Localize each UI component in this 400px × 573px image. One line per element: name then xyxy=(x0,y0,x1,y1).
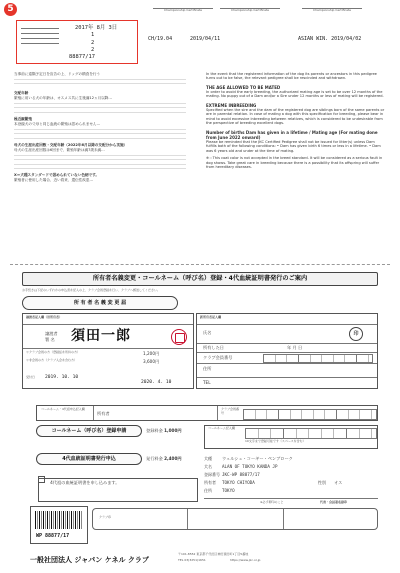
club-stamp-area xyxy=(92,508,378,530)
callname-club-label: クラブ会員番号 xyxy=(221,407,240,415)
new-owner-seal-placeholder xyxy=(349,327,363,341)
club-divider xyxy=(197,363,377,364)
previous-owner-box xyxy=(22,313,194,389)
fee-2-label: ＊非会員の方（クラブ入会を含む方） xyxy=(26,358,78,362)
four-gen-option-label: 4代祖の血統証明書を申し込みます。 xyxy=(50,480,120,485)
fee-2-value: 3,600円 xyxy=(143,359,160,364)
field-date-label: 所有した日 xyxy=(203,345,224,350)
address-divider xyxy=(197,377,377,378)
registration-lines xyxy=(21,25,61,44)
registration-highlight-box xyxy=(16,20,138,64)
certificate-date-2: 2019/04/11 xyxy=(190,36,221,42)
four-gen-title: 4代血統証明書発行申込 xyxy=(62,456,116,462)
barcode-box xyxy=(30,506,88,544)
owner-change-title: 所 有 者 名 義 変 更 届 xyxy=(73,300,127,306)
four-gen-fee-label: 発行料金 xyxy=(146,456,163,461)
fee-1-value: 1,200円 xyxy=(143,351,160,356)
dog-addr-value: TOKYO xyxy=(222,488,235,493)
jp-inbreeding-lines xyxy=(14,126,186,140)
footer-postal: 〒101-8552 東京都千代田区神田須田町1丁目5番地 xyxy=(178,552,249,556)
callname-fee-label: 登録料金 xyxy=(146,428,163,433)
new-owner-box xyxy=(196,313,378,389)
jp-age-text: 繁殖に用いる犬の年齢は、オスメス共に生後満12ヵ月以降… xyxy=(14,95,112,100)
jp-age-lines xyxy=(14,100,186,114)
jp-litter-text: 母犬の生涯出産回数は6回まで、繁殖年齢は満7歳未満… xyxy=(14,147,105,152)
cut-line xyxy=(10,264,390,265)
name-divider xyxy=(197,343,377,344)
callname-entry-label: コールネーム記入欄 xyxy=(208,426,235,430)
sign-label: 署 名 xyxy=(45,337,55,342)
must-stamp-note: ※必ず押印のこと xyxy=(260,500,284,504)
callname-club-boxes[interactable] xyxy=(243,409,377,420)
callname-registration-title: コールネーム（呼び名）登録申請 xyxy=(51,428,127,434)
en-litter-text: Please be reminded that the JKC Certified Pedigree shall not be issued for litter(s) unless Dam fulfills both of the following conditions: • Dam has given birth 6 times or less in a lifetime. • Dam was 6 years old and under at the time of mating. xyxy=(206,139,381,153)
dog-owner-label: 所有者 xyxy=(204,480,216,485)
sex-label: 性別 xyxy=(318,480,326,485)
dog-info-divider xyxy=(204,498,378,499)
jp-intro-lines xyxy=(14,76,186,88)
four-gen-fee xyxy=(146,456,182,461)
breed-label: 犬種 xyxy=(204,456,212,461)
field-address-label: 住所 xyxy=(203,366,212,371)
club-stamp-label: クラブ印 xyxy=(99,515,112,519)
registration-date: 2017年 8月 3日 xyxy=(75,25,118,31)
club-stamp-divider-2 xyxy=(283,509,284,529)
certificate-2: Championship Certificate xyxy=(215,8,285,13)
footer xyxy=(10,552,390,570)
jp-inbreeding-title: 極近親繁殖 xyxy=(14,117,32,122)
callname-applicant-row xyxy=(36,405,378,421)
dog-owner-value: TOKYO CHIYODA xyxy=(222,480,255,485)
previous-owner-label: 譲渡者記入欄（旧所有者） xyxy=(26,315,63,319)
owner-signature[interactable]: 須田一郎 xyxy=(71,328,131,344)
four-gen-fee-value: 2,400円 xyxy=(164,456,182,461)
en-age-title: THE AGE ALLOWED TO BE MATED xyxy=(206,84,281,90)
dog-addr-label: 住所 xyxy=(204,488,212,493)
signature-divider xyxy=(23,348,193,349)
registration-row-2: 2 xyxy=(91,40,95,46)
dog-name-value: ALAN OF TOKYO KANDA JP xyxy=(222,464,278,469)
fee-1-label: ＊クラブ会員の方（登録証を所持の方） xyxy=(26,350,81,354)
reg-label: 登録番号 xyxy=(204,472,220,477)
certificate-3: Championship Certificate xyxy=(292,8,372,13)
jp-intro: 当事前に遠隔予定日を宣告の上、ドッグの精査を行う xyxy=(14,72,101,76)
en-intro: In the event that the registered information of the dog its parents or ancestors in this pedigree turns out to be false, the relevant pedigree shall be rescinded and withdrawn. xyxy=(206,72,377,81)
certificate-1: Championship Certificate xyxy=(148,8,218,13)
tel-label: TEL xyxy=(203,380,211,385)
rep-sign-label: 代表・会員署名捺印 xyxy=(320,500,348,504)
en-age-text: In order to avoid the early breeding, the authorized mating age is set to be over 12 months of the mating. No puppy out of a Dam and/or a Sire under 12 months or less of mating will be registered. xyxy=(206,89,384,99)
registration-row-3: 2 xyxy=(91,47,95,53)
marker-badge xyxy=(4,3,17,16)
barcode-text: WP 88877/17 xyxy=(36,533,70,539)
owner-seal-stamp xyxy=(171,329,187,345)
transferor-label: 譲渡者 xyxy=(45,331,58,336)
callname-owner-label: 所有者 xyxy=(97,411,110,416)
en-notes xyxy=(206,72,386,262)
callname-divider-1 xyxy=(93,406,94,420)
footer-tel: TEL 03(3251)1651 xyxy=(178,558,206,562)
callname-entry-grid[interactable] xyxy=(245,428,377,439)
certificate-date-1: CH/19.04 xyxy=(148,36,173,42)
receipt-date: 2020. 4. 10 xyxy=(141,380,172,385)
jp-age-title: 交配年齢 xyxy=(14,91,29,96)
new-owner-divider xyxy=(197,324,377,325)
jp-litter-lines xyxy=(14,152,186,170)
breed-value: ウェルシュ・コーギー・ペンブローク xyxy=(222,456,293,461)
callname-fee xyxy=(146,428,182,433)
jp-inbreeding-text: 本登録犬の父母と同じ血統の繁殖は認められません… xyxy=(14,121,101,126)
en-check-text: ※＝This coat color is not accepted in the breed standard. It will be considered as a serious fault in dog shows. Take great care in breeding because there is a possibility that its offspring will suffer from hereditary diseases. xyxy=(206,156,383,170)
four-gen-empty-box xyxy=(38,478,198,502)
jp-litter-title: 母犬の生涯出産回数・交配年齢（2022年6月以降の交配分から実施） xyxy=(14,143,128,148)
sex-value: オス xyxy=(334,480,343,485)
callname-entry-note: 10文字まで登録可能です（スペースを含む） xyxy=(245,439,306,443)
dog-name-label: 犬名 xyxy=(204,464,212,469)
transfer-date: 2019. 10. 10 xyxy=(45,375,79,380)
reg-value: JKC-WP 88877/17 xyxy=(222,472,260,477)
certificate-date-3: ASIAN WIN. 2019/04/02 xyxy=(298,36,362,42)
form-header xyxy=(22,272,378,286)
new-owner-label: 新所有者記入欄 xyxy=(200,315,222,319)
en-inbreeding-text: Specified when the sire and the dam of the registered dog are siblings born of the same parents or are in parental relation. In case of mating a dog with this specification for breeding, please bear in mind to avoid excessive inbreeding between relatives, which is considered to be undesirable from the perspective of breeding excellent dogs. xyxy=(206,107,385,126)
field-name-label: 氏名 xyxy=(203,330,212,335)
form-header-title: 所有者名義変更・コールネーム（呼び名）登録・4代血統証明書発行のご案内 xyxy=(92,275,308,282)
marker-number: 5 xyxy=(7,4,14,14)
footer-org: 一般社団法人 ジャパン ケネル クラブ xyxy=(30,556,149,564)
jp-notes xyxy=(14,72,186,257)
dog-info-block xyxy=(204,456,378,514)
date-divider xyxy=(197,352,377,353)
callname-fee-value: 1,000円 xyxy=(164,428,182,433)
owner-change-title-bar xyxy=(22,296,178,310)
callname-divider-2 xyxy=(217,406,218,420)
callname-applicant-label: コールネーム・4代祖申込記入欄 xyxy=(41,407,85,411)
en-litter-title: Number of births Dam has given in a lifetime / Mating age (For mating done from June 2022 onward) xyxy=(206,129,378,140)
callname-registration-bar xyxy=(36,425,142,437)
form-header-note: お手続きは下記のいずれかの申込書を記入の上、クラブ会員登録を行い、クラブへ郵送してください。 xyxy=(22,288,160,292)
barcode-stripes xyxy=(35,511,83,529)
registration-number: 88877/17 xyxy=(69,54,95,60)
date-label: 受付日 xyxy=(26,375,36,379)
jp-check-title: X＝犬種スタンダードで認められていない色柄です。 xyxy=(14,173,99,178)
callname-entry-box[interactable] xyxy=(204,425,378,449)
jp-check-text: 繁殖者に使用した場合、近い将来、遺伝性疾患… xyxy=(14,177,94,182)
registration-row-1: 1 xyxy=(91,32,95,38)
footer-url: https://www.jkc.or.jp xyxy=(230,558,261,562)
field-date-value: 年 月 日 xyxy=(287,345,303,350)
club-stamp-divider xyxy=(187,509,188,529)
four-gen-bar xyxy=(36,453,142,465)
en-inbreeding-title: EXTREME INBREEDING xyxy=(206,102,257,108)
club-number-boxes[interactable] xyxy=(263,354,373,363)
field-club-label: クラブ会員番号 xyxy=(203,355,233,360)
seal-placeholder-label: 印 xyxy=(353,331,359,337)
